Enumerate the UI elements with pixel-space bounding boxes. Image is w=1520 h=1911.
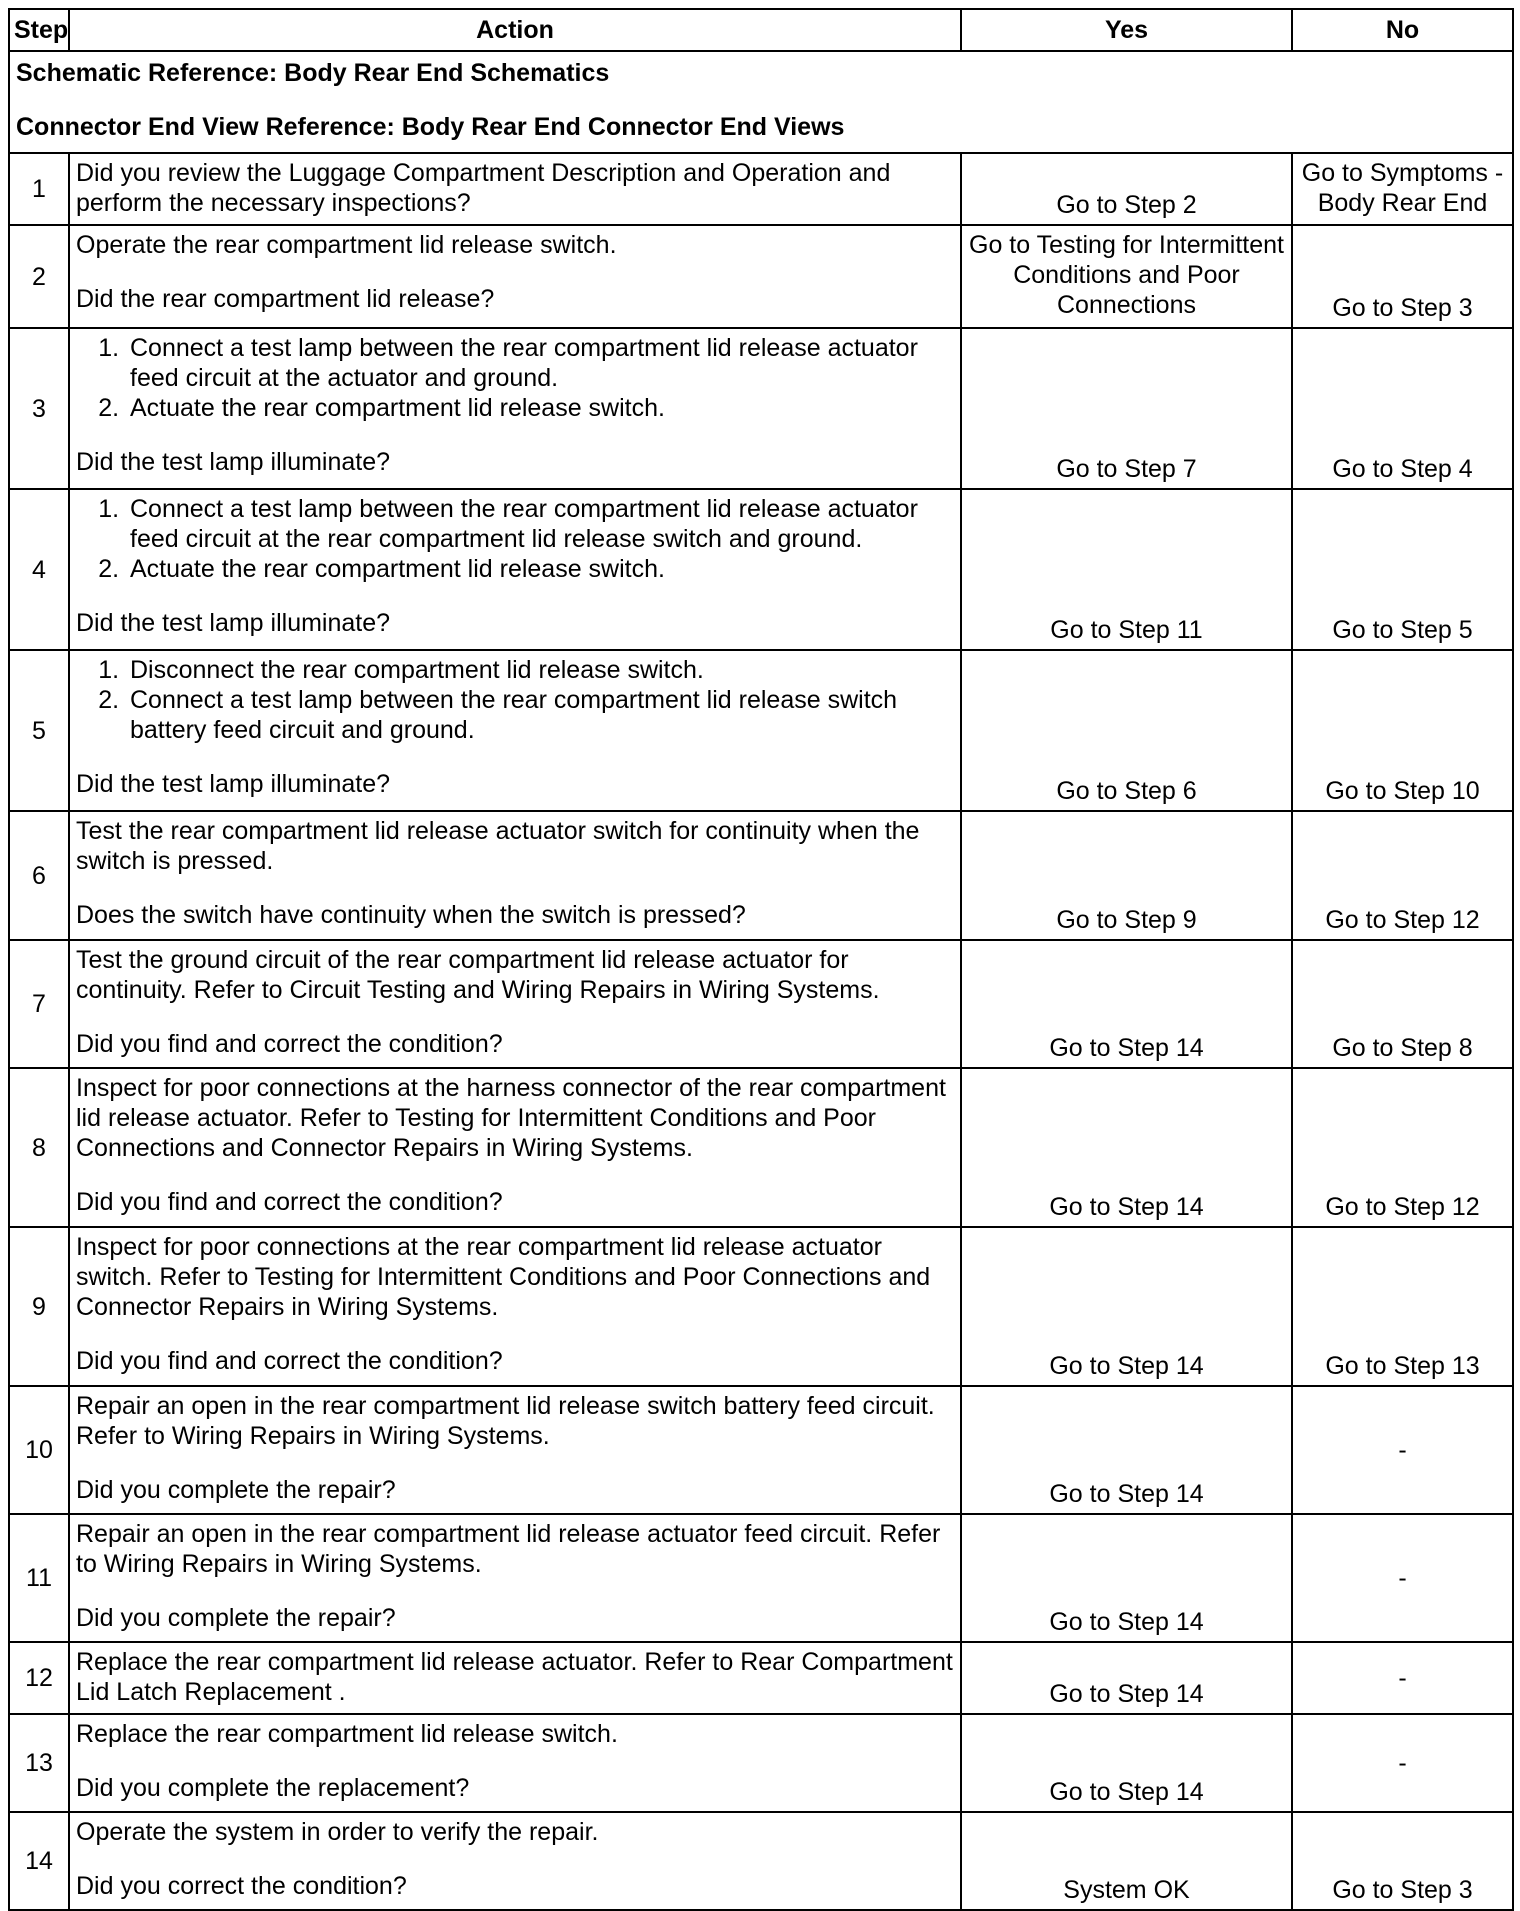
- step-text: Replace the rear compartment lid release actuator. Refer to Rear Compartment Lid Latch Replacement .: [76, 1648, 953, 1706]
- step-list-item: 2. Connect a test lamp between the rear compartment lid release switch battery feed circuit and ground.: [126, 685, 954, 745]
- step-question: Did you find and correct the condition?: [76, 1347, 503, 1375]
- yes-action: Go to Step 9: [961, 811, 1292, 940]
- step-row: [9, 940, 1513, 1068]
- yes-action: Go to Testing for Intermittent Conditions and Poor Connections: [961, 225, 1292, 328]
- step-list-item: 2. Actuate the rear compartment lid release switch.: [126, 393, 954, 423]
- step-row: [9, 811, 1513, 940]
- step-question: Did you correct the condition?: [76, 1872, 407, 1900]
- header-step: Step: [9, 9, 69, 51]
- schematic-reference: Schematic Reference: Body Rear End Schematics: [16, 59, 610, 87]
- step-question: Did the test lamp illuminate?: [76, 448, 391, 476]
- step-text: Test the ground circuit of the rear compartment lid release actuator for continuity. Refer to Circuit Testing and Wiring Repairs in Wiring Systems.: [76, 946, 880, 1004]
- step-number: 11: [9, 1514, 69, 1642]
- step-list-item: 2. Actuate the rear compartment lid release switch.: [126, 554, 954, 584]
- step-number: 8: [9, 1068, 69, 1227]
- yes-action: Go to Step 14: [961, 1714, 1292, 1812]
- step-row: [9, 1642, 1513, 1714]
- step-row: [9, 1812, 1513, 1910]
- header-no: No: [1292, 9, 1513, 51]
- step-list-item: 1. Disconnect the rear compartment lid release switch.: [126, 655, 954, 685]
- step-list: [76, 655, 954, 745]
- step-question: Did you complete the replacement?: [76, 1774, 470, 1802]
- no-action: Go to Step 10: [1292, 650, 1513, 811]
- step-number: 6: [9, 811, 69, 940]
- step-row: [9, 153, 1513, 225]
- step-number: 4: [9, 489, 69, 650]
- step-row: [9, 489, 1513, 650]
- step-row: [9, 1068, 1513, 1227]
- yes-action: Go to Step 11: [961, 489, 1292, 650]
- yes-action: Go to Step 14: [961, 940, 1292, 1068]
- connector-reference: Connector End View Reference: Body Rear End Connector End Views: [16, 113, 845, 141]
- step-question: Did you find and correct the condition?: [76, 1188, 503, 1216]
- step-text: Test the rear compartment lid release actuator switch for continuity when the switch is pressed.: [76, 817, 920, 875]
- step-number: 9: [9, 1227, 69, 1386]
- diagnostic-table: [8, 8, 1514, 1911]
- step-number: 10: [9, 1386, 69, 1514]
- step-question: Did you find and correct the condition?: [76, 1030, 503, 1058]
- diagnostic-table-container: [8, 8, 1512, 1911]
- step-question: Did you complete the repair?: [76, 1476, 396, 1504]
- yes-action: Go to Step 14: [961, 1386, 1292, 1514]
- no-action: -: [1292, 1642, 1513, 1714]
- yes-action: Go to Step 2: [961, 153, 1292, 225]
- yes-action: Go to Step 14: [961, 1642, 1292, 1714]
- step-row: [9, 650, 1513, 811]
- yes-action: Go to Step 14: [961, 1068, 1292, 1227]
- step-row: [9, 1514, 1513, 1642]
- step-number: 13: [9, 1714, 69, 1812]
- no-action: Go to Step 5: [1292, 489, 1513, 650]
- step-text: Replace the rear compartment lid release switch.: [76, 1720, 618, 1748]
- step-list-item: 1. Connect a test lamp between the rear compartment lid release actuator feed circuit at the rear compartment lid release switch and ground.: [126, 494, 954, 554]
- step-number: 3: [9, 328, 69, 489]
- step-text: Operate the rear compartment lid release switch.: [76, 231, 617, 259]
- no-action: Go to Step 8: [1292, 940, 1513, 1068]
- step-number: 14: [9, 1812, 69, 1910]
- step-text: Operate the system in order to verify the repair.: [76, 1818, 599, 1846]
- step-question: Did the test lamp illuminate?: [76, 770, 391, 798]
- step-list-item: 1. Connect a test lamp between the rear compartment lid release actuator feed circuit at the actuator and ground.: [126, 333, 954, 393]
- no-action: Go to Step 12: [1292, 1068, 1513, 1227]
- step-text: Repair an open in the rear compartment lid release switch battery feed circuit. Refer to Wiring Repairs in Wiring Systems.: [76, 1392, 935, 1450]
- header-action: Action: [69, 9, 961, 51]
- no-action: Go to Symptoms - Body Rear End: [1292, 153, 1513, 225]
- no-action: Go to Step 3: [1292, 225, 1513, 328]
- step-question: Did the rear compartment lid release?: [76, 285, 495, 313]
- yes-action: Go to Step 6: [961, 650, 1292, 811]
- no-action: Go to Step 4: [1292, 328, 1513, 489]
- header-yes: Yes: [961, 9, 1292, 51]
- no-action: -: [1292, 1514, 1513, 1642]
- step-text: Did you review the Luggage Compartment Description and Operation and perform the necessary inspections?: [76, 159, 891, 217]
- step-question: Did you complete the repair?: [76, 1604, 396, 1632]
- step-row: [9, 1714, 1513, 1812]
- yes-action: Go to Step 14: [961, 1227, 1292, 1386]
- step-row: [9, 1386, 1513, 1514]
- no-action: Go to Step 3: [1292, 1812, 1513, 1910]
- yes-action: Go to Step 14: [961, 1514, 1292, 1642]
- step-text: Repair an open in the rear compartment lid release actuator feed circuit. Refer to Wiring Repairs in Wiring Systems.: [76, 1520, 941, 1578]
- step-number: 5: [9, 650, 69, 811]
- step-text: Inspect for poor connections at the rear compartment lid release actuator switch. Refer to Testing for Intermittent Conditions and Poor Connections and Connector Repairs in Wiring Systems.: [76, 1233, 931, 1321]
- step-row: [9, 1227, 1513, 1386]
- step-text: Inspect for poor connections at the harness connector of the rear compartment lid release actuator. Refer to Testing for Intermittent Conditions and Poor Connections and Connector Repairs in Wiring Systems.: [76, 1074, 946, 1162]
- step-number: 7: [9, 940, 69, 1068]
- step-number: 1: [9, 153, 69, 225]
- step-row: [9, 328, 1513, 489]
- header-row: [9, 9, 1513, 51]
- no-action: Go to Step 12: [1292, 811, 1513, 940]
- step-list: [76, 333, 954, 423]
- reference-row: [9, 51, 1513, 153]
- yes-action: System OK: [961, 1812, 1292, 1910]
- step-number: 12: [9, 1642, 69, 1714]
- step-row: [9, 225, 1513, 328]
- no-action: -: [1292, 1714, 1513, 1812]
- yes-action: Go to Step 7: [961, 328, 1292, 489]
- step-number: 2: [9, 225, 69, 328]
- no-action: -: [1292, 1386, 1513, 1514]
- step-question: Did the test lamp illuminate?: [76, 609, 391, 637]
- step-question: Does the switch have continuity when the switch is pressed?: [76, 901, 746, 929]
- step-list: [76, 494, 954, 584]
- no-action: Go to Step 13: [1292, 1227, 1513, 1386]
